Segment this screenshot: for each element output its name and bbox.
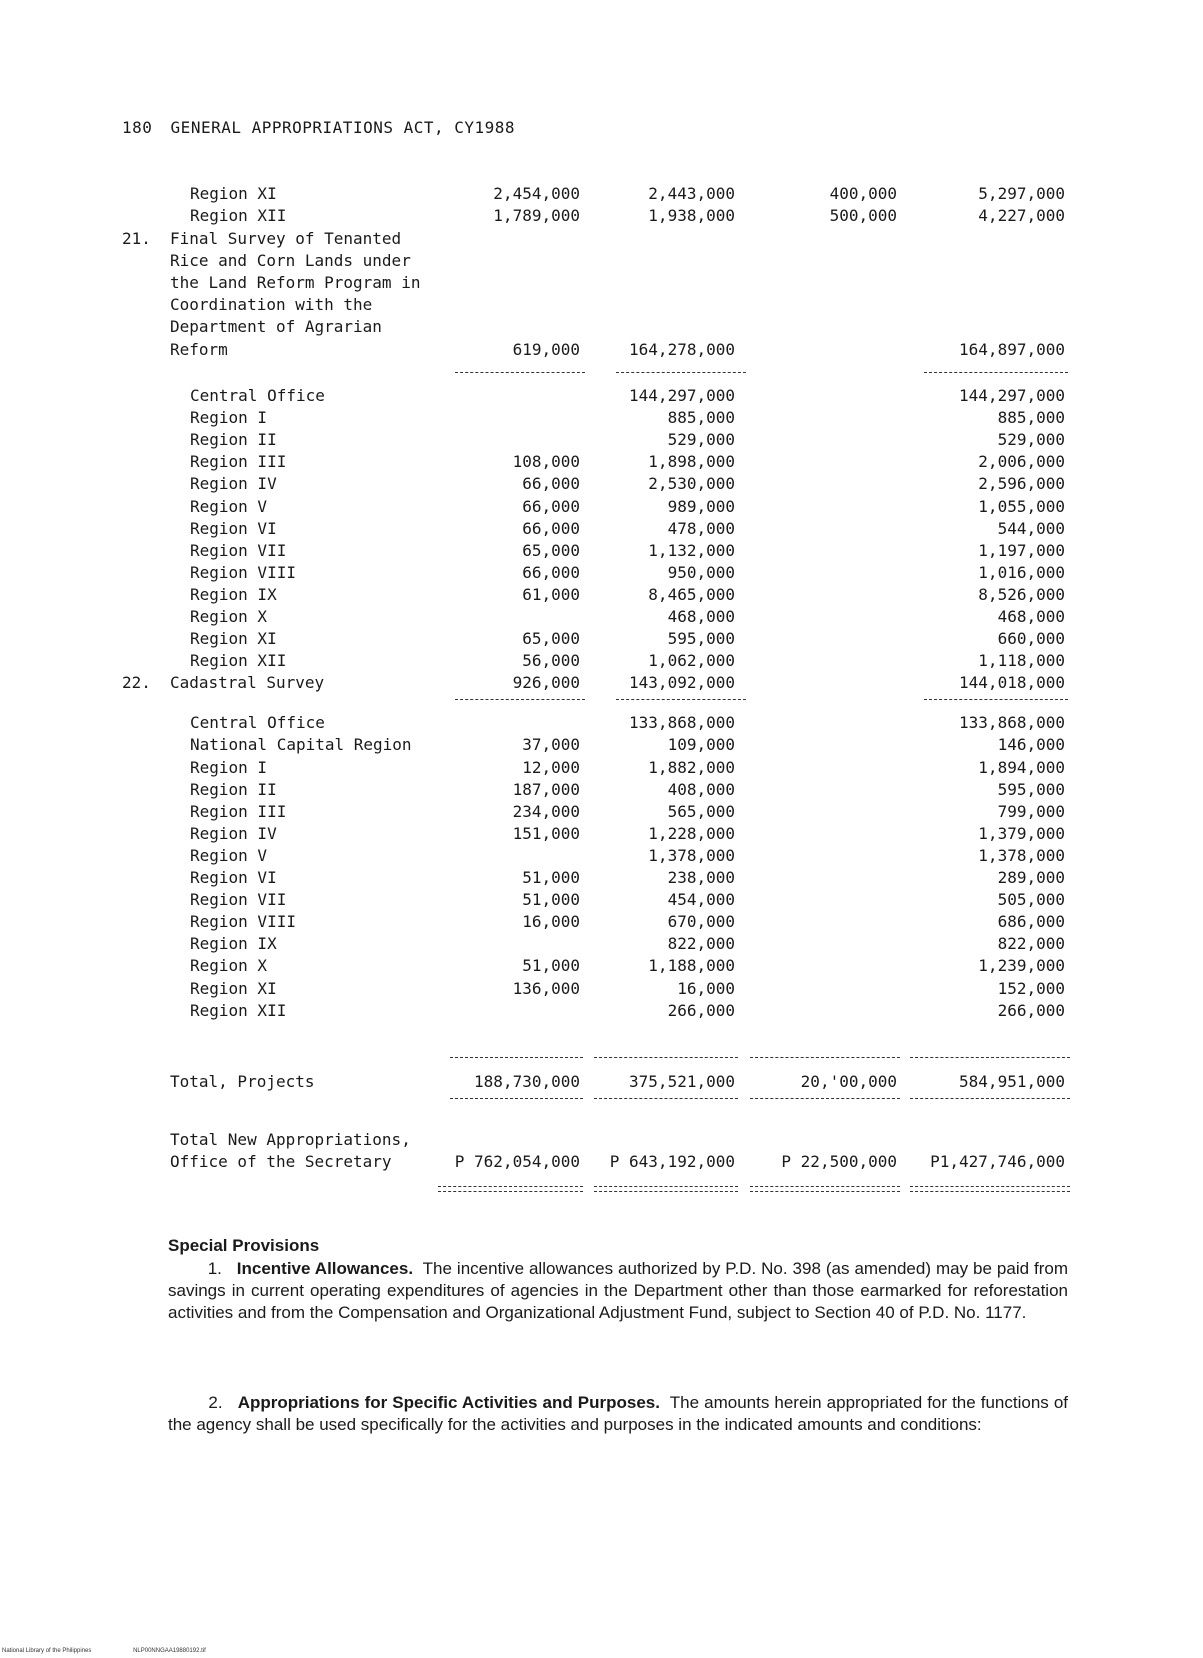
amount-c4: 822,000 (997, 934, 1065, 954)
row-label: Region XII (190, 206, 287, 226)
amount-c4: P1,427,746,000 (930, 1152, 1065, 1171)
amount-c4: 529,000 (997, 430, 1065, 450)
page-number: 180 (122, 118, 153, 137)
region-row (0, 452, 1203, 474)
row-label: Region VI (190, 868, 277, 887)
amount-c1: 151,000 (512, 823, 580, 843)
row-label: Region VII (190, 890, 287, 910)
region-row (0, 912, 1203, 934)
item-21-title-line-text: Coordination with the (170, 295, 373, 315)
amount-c1: 108,000 (512, 452, 580, 472)
amount-c4: 144,018,000 (959, 673, 1065, 693)
amount-c2: 109,000 (667, 735, 735, 755)
amount-c1: 12,000 (522, 757, 580, 777)
region-row (0, 563, 1203, 585)
amount-c1: 66,000 (522, 496, 580, 516)
page-header (122, 118, 515, 137)
amount-c1: 37,000 (522, 735, 580, 755)
amount-c4: 2,006,000 (978, 452, 1065, 472)
amount-c1: 51,000 (522, 890, 580, 910)
row-label: Region VII (190, 540, 287, 560)
item-21-title-line (0, 251, 1203, 273)
row-label: Region IV (190, 823, 277, 843)
amount-c4: 133,868,000 (959, 713, 1065, 733)
footer-library: National Library of the Philippines (2, 1648, 92, 1654)
amount-c1: 61,000 (522, 584, 580, 604)
row-label: Central Office (190, 713, 325, 733)
continued-row (0, 206, 1203, 228)
item-21-title-line (0, 229, 1203, 251)
double-rule (594, 1186, 738, 1192)
amount-c2: 164,278,000 (629, 339, 735, 359)
total-new-label-1 (0, 1130, 1203, 1152)
amount-c4: 266,000 (997, 1000, 1065, 1020)
region-row (0, 979, 1203, 1001)
total-rule (450, 1057, 583, 1058)
amount-c2: 1,228,000 (648, 823, 735, 843)
amount-c2: 2,443,000 (648, 184, 735, 203)
row-label: Total, Projects (170, 1072, 315, 1091)
amount-c2: 468,000 (667, 607, 735, 626)
amount-c2: 478,000 (667, 518, 735, 538)
row-label: Region IV (190, 474, 277, 494)
amount-c2: 143,092,000 (629, 673, 735, 693)
amount-c4: 1,016,000 (978, 562, 1065, 582)
amount-c2: P 643,192,000 (609, 1152, 735, 1171)
region-row (0, 474, 1203, 496)
amount-c4: 5,297,000 (978, 184, 1065, 203)
amount-c2: 950,000 (667, 562, 735, 582)
amount-c4: 799,000 (997, 801, 1065, 821)
amount-c1: 66,000 (522, 518, 580, 538)
row-label: Region XII (190, 651, 287, 671)
region-row (0, 651, 1203, 673)
item-21-title-line (0, 295, 1203, 317)
amount-c3: 400,000 (829, 184, 897, 203)
amount-c4: 146,000 (997, 735, 1065, 755)
item-21-title-line-text: the Land Reform Program in (170, 273, 421, 293)
region-row (0, 780, 1203, 802)
provision-1-number: 1. (207, 1259, 222, 1278)
amount-c1: 1,789,000 (493, 206, 580, 226)
row-label: Region IX (190, 584, 277, 604)
amount-c2: 16,000 (677, 978, 735, 998)
page-title: GENERAL APPROPRIATIONS ACT, CY1988 (170, 118, 516, 137)
region-row (0, 802, 1203, 824)
amount-c2: 529,000 (667, 430, 735, 450)
row-label: Region IX (190, 934, 277, 954)
provision-1-text: The incentive allowances authorized by P.D. No. 398 (as amended) may be paid from savings in current operating expenditures of agencies in the Department other than those earmarked for reforestation activities and from the Compensation and Organizational Adjustment Fund, subject to Section 40 of P.D. No. 1177. (168, 1259, 1069, 1322)
amount-c1: 926,000 (512, 673, 580, 693)
amount-c2: 408,000 (667, 779, 735, 799)
amount-c4: 686,000 (997, 912, 1065, 932)
row-label: Region VIII (190, 562, 296, 582)
total-rule (450, 1098, 583, 1099)
row-label: Central Office (190, 386, 325, 405)
region-row (0, 735, 1203, 757)
provision-1-heading: Incentive Allowances. (236, 1259, 414, 1278)
item-21-title-line-text: Department of Agrarian (170, 317, 382, 337)
region-row (0, 386, 1203, 408)
provision-2-number: 2. (208, 1393, 223, 1412)
amount-c2: 1,898,000 (648, 452, 735, 472)
total-new-label-1-text: Total New Appropriations, (170, 1130, 411, 1149)
amount-c1: 2,454,000 (493, 184, 580, 203)
region-row (0, 519, 1203, 541)
row-label: Region V (190, 496, 268, 516)
total-rule (616, 699, 746, 700)
amount-c4: 1,378,000 (978, 845, 1065, 865)
row-label: Region XI (190, 978, 277, 998)
region-row (0, 846, 1203, 868)
double-rule (750, 1186, 900, 1192)
double-rule (910, 1186, 1070, 1192)
amount-c3: P 22,500,000 (781, 1152, 897, 1171)
region-row (0, 868, 1203, 890)
row-label: Region II (190, 430, 277, 450)
region-row (0, 1001, 1203, 1023)
amount-c4: 1,379,000 (978, 823, 1065, 843)
region-row (0, 408, 1203, 430)
scan-footer (2, 1648, 246, 1654)
amount-c1: 187,000 (512, 779, 580, 799)
amount-c4: 2,596,000 (978, 474, 1065, 494)
amount-c2: 1,062,000 (648, 651, 735, 671)
region-row (0, 824, 1203, 846)
provision-1 (168, 1258, 1068, 1324)
total-rule (594, 1098, 738, 1099)
region-row (0, 758, 1203, 780)
amount-c4: 595,000 (997, 779, 1065, 799)
amount-c2: 1,378,000 (648, 845, 735, 865)
row-label: Region V (190, 845, 268, 865)
amount-c1: 65,000 (522, 629, 580, 649)
row-label: Region X (190, 956, 268, 976)
amount-c4: 660,000 (997, 629, 1065, 649)
amount-c2: 670,000 (667, 912, 735, 932)
amount-c1: 66,000 (522, 474, 580, 494)
amount-c1: 136,000 (512, 978, 580, 998)
region-row (0, 934, 1203, 956)
amount-c4: 468,000 (997, 607, 1065, 626)
amount-c2: 885,000 (667, 408, 735, 428)
amount-c1: P 762,054,000 (454, 1152, 580, 1171)
amount-c2: 144,297,000 (629, 386, 735, 405)
region-row (0, 713, 1203, 735)
amount-c2: 238,000 (667, 868, 735, 887)
amount-c1: 188,730,000 (474, 1072, 580, 1091)
region-row (0, 430, 1203, 452)
row-label: National Capital Region (190, 735, 412, 755)
amount-c4: 289,000 (997, 868, 1065, 887)
amount-c2: 1,882,000 (648, 757, 735, 777)
item-21-title-line-text: Reform (170, 339, 228, 359)
region-row (0, 956, 1203, 978)
amount-c4: 505,000 (997, 890, 1065, 910)
provision-2-heading: Appropriations for Specific Activities and Purposes. (237, 1393, 660, 1412)
amount-c2: 565,000 (667, 801, 735, 821)
amount-c2: 1,188,000 (648, 956, 735, 976)
item-21-title-line-text: Rice and Corn Lands under (170, 251, 411, 271)
region-row (0, 629, 1203, 651)
amount-c3: 20,'00,000 (800, 1072, 897, 1091)
row-label: Office of the Secretary (170, 1152, 392, 1171)
total-rule (455, 699, 585, 700)
amount-c4: 1,894,000 (978, 757, 1065, 777)
row-label: Region VIII (190, 912, 296, 932)
amount-c2: 595,000 (667, 629, 735, 649)
amount-c2: 8,465,000 (648, 584, 735, 604)
amount-c3: 500,000 (829, 206, 897, 226)
region-row (0, 541, 1203, 563)
amount-c4: 8,526,000 (978, 584, 1065, 604)
row-label: Region I (190, 757, 268, 777)
footer-file: NLP00NNGAA19880192.tif (133, 1648, 206, 1654)
item-22-number-text: 22. (122, 673, 151, 693)
row-label: Region I (190, 408, 268, 428)
row-label: Region III (190, 452, 287, 472)
total-projects-row (0, 1072, 1203, 1094)
total-rule (455, 372, 585, 373)
row-label: Region VI (190, 518, 277, 538)
amount-c2: 454,000 (667, 890, 735, 910)
amount-c4: 152,000 (997, 978, 1065, 998)
amount-c2: 375,521,000 (629, 1072, 735, 1091)
amount-c1: 619,000 (512, 339, 580, 359)
amount-c1: 234,000 (512, 801, 580, 821)
amount-c4: 1,055,000 (978, 496, 1065, 516)
amount-c4: 584,951,000 (959, 1072, 1065, 1091)
region-row (0, 585, 1203, 607)
amount-c1: 65,000 (522, 540, 580, 560)
item-21-title-line (0, 273, 1203, 295)
amount-c2: 2,530,000 (648, 474, 735, 494)
double-rule (438, 1186, 583, 1192)
amount-c2: 989,000 (667, 496, 735, 516)
region-row (0, 607, 1203, 629)
total-rule (750, 1098, 900, 1099)
total-rule (910, 1098, 1070, 1099)
continued-row (0, 184, 1203, 206)
amount-c4: 1,197,000 (978, 540, 1065, 560)
total-new-row (0, 1152, 1203, 1174)
total-rule (594, 1057, 738, 1058)
special-provisions-title: Special Provisions (168, 1236, 320, 1255)
provision-2-text: The amounts herein appropriated for the functions of the agency shall be used specifically for the activities and purposes in the indicated amounts and conditions: (168, 1393, 1069, 1434)
item-22-title-text: Cadastral Survey (170, 673, 325, 693)
amount-c4: 144,297,000 (959, 386, 1065, 405)
total-rule (910, 1057, 1070, 1058)
item-21-number-text: 21. (122, 229, 151, 248)
row-label: Region XI (190, 184, 277, 203)
provision-2 (168, 1392, 1068, 1436)
row-label: Region XI (190, 629, 277, 649)
total-rule (924, 699, 1068, 700)
amount-c1: 56,000 (522, 651, 580, 671)
region-row (0, 890, 1203, 912)
amount-c4: 885,000 (997, 408, 1065, 428)
amount-c4: 164,897,000 (959, 339, 1065, 359)
row-label: Region III (190, 801, 287, 821)
amount-c2: 266,000 (667, 1000, 735, 1020)
row-label: Region X (190, 607, 268, 626)
amount-c1: 51,000 (522, 868, 580, 887)
amount-c4: 1,118,000 (978, 651, 1065, 671)
item-21-amounts (0, 340, 1203, 362)
amount-c4: 4,227,000 (978, 206, 1065, 226)
amount-c1: 66,000 (522, 562, 580, 582)
amount-c2: 1,132,000 (648, 540, 735, 560)
row-label: Region XII (190, 1000, 287, 1020)
amount-c4: 1,239,000 (978, 956, 1065, 976)
item-21-title-line-text: Final Survey of Tenanted (170, 229, 402, 248)
item-21-title-line (0, 317, 1203, 339)
row-label: Region II (190, 779, 277, 799)
amount-c4: 544,000 (997, 518, 1065, 538)
total-rule (924, 372, 1068, 373)
total-rule (750, 1057, 900, 1058)
item-22-amounts (0, 673, 1203, 695)
amount-c2: 133,868,000 (629, 713, 735, 733)
total-rule (616, 372, 746, 373)
amount-c2: 1,938,000 (648, 206, 735, 226)
amount-c1: 51,000 (522, 956, 580, 976)
amount-c1: 16,000 (522, 912, 580, 932)
region-row (0, 497, 1203, 519)
amount-c2: 822,000 (667, 934, 735, 954)
